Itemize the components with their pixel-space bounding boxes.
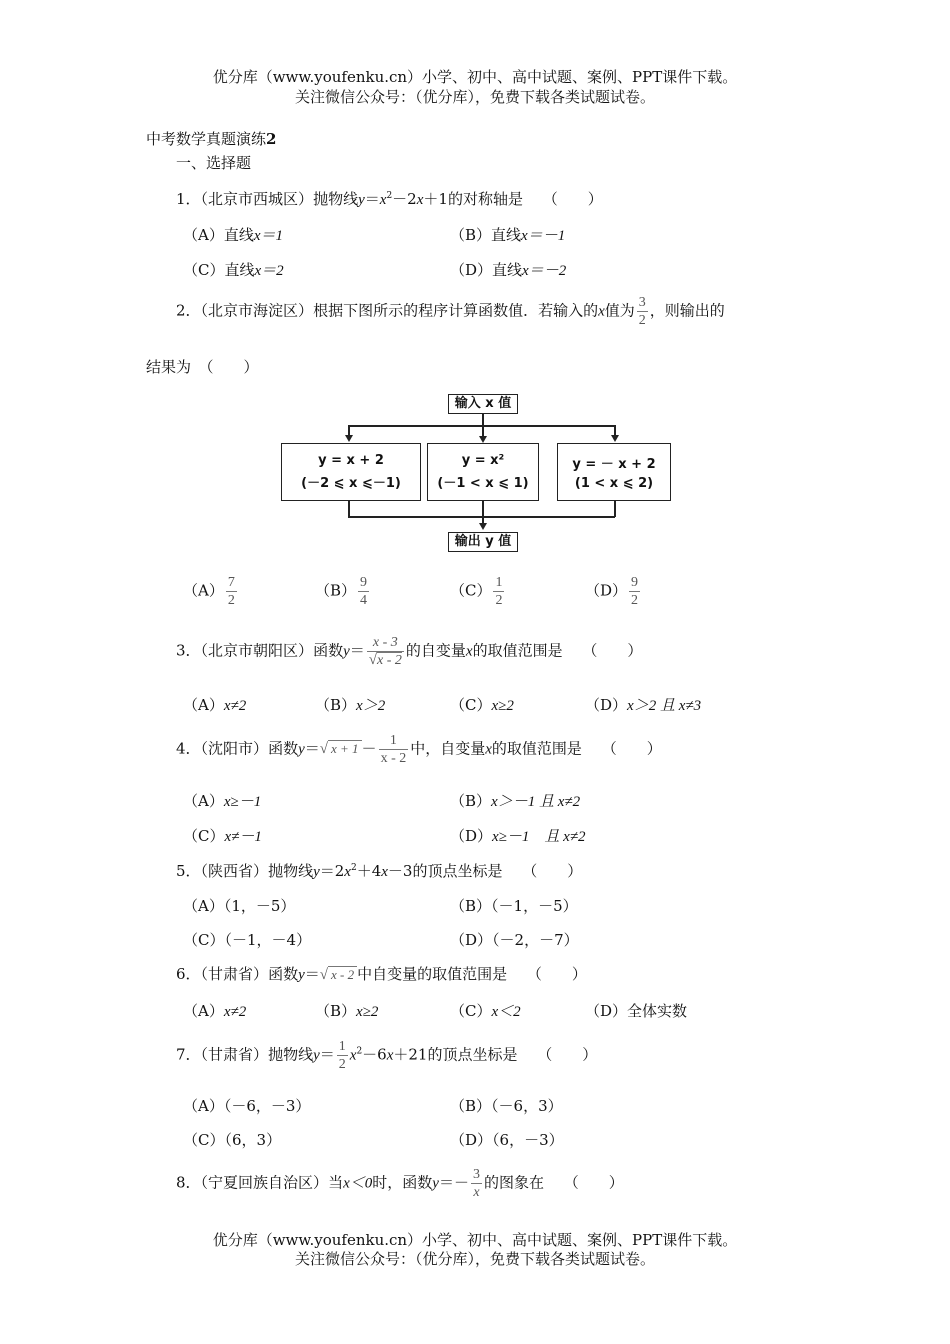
- flow-output-box: 输出 y 值: [448, 532, 518, 552]
- doc-title: [146, 128, 276, 149]
- q7-option-a: （A）（－6，－3）: [183, 1097, 311, 1115]
- q6-option-c: （C）x＜2: [450, 1002, 521, 1020]
- question-5: 5．（陕西省）抛物线$y=2x^2+4x-3$的顶点坐标是 （ ）: [176, 862, 583, 880]
- question-2-cont: 结果为 （ ）: [146, 358, 259, 376]
- q5-option-a: （A）（1，－5）: [183, 897, 296, 915]
- q4-option-a: （A）x≥－1: [183, 792, 262, 810]
- q6-option-d: （D）全体实数: [585, 1002, 688, 1020]
- section-heading: 一、选择题: [176, 154, 252, 172]
- flow-box-3: y = － x + 2 (1 < x ⩽ 2): [557, 443, 671, 501]
- header-line-2: 关注微信公众号：（优分库），免费下载各类试题试卷。: [294, 88, 655, 106]
- q3-option-b: （B）x＞2: [315, 696, 386, 714]
- question-8: 8．（宁夏回族自治区）当x＜0时，函数y＝－ $\frac{3}{x}$ 的图象在 （ ）: [176, 1167, 624, 1200]
- q6-option-b: （B）x≥2: [315, 1002, 379, 1020]
- q2-frac-3-2: $\frac{3}{2}$: [638, 295, 646, 328]
- header-line-1: 优分库（www.youfenku.cn）小学、初中、高中试题、案例、PPT课件下载。: [212, 68, 738, 86]
- q2-option-b: （B） $\frac{9}{4}$: [315, 575, 368, 608]
- q4-option-d: （D）x≥－1 且 x≠2: [450, 827, 586, 845]
- q5-option-c: （C）（－1，－4）: [183, 931, 312, 949]
- q3-option-d: （D）x＞2 且 x≠3: [585, 696, 702, 714]
- question-3: 3．（北京市朝阳区）函数y＝ $\frac{x - 3}{√x - 2}$ 的自变量x的取值范围是 （ ）: [176, 635, 643, 668]
- q4-sqrt: √ x + 1: [320, 741, 362, 758]
- q1-option-a: （A）直线x＝1: [183, 226, 284, 244]
- footer-line-1: 优分库（www.youfenku.cn）小学、初中、高中试题、案例、PPT课件下载。: [212, 1231, 738, 1249]
- q6-option-a: （A）x≠2: [183, 1002, 247, 1020]
- question-1: 1．（北京市西城区）抛物线$y=x^2-2x+1$的对称轴是 （ ）: [176, 190, 603, 208]
- q7-option-b: （B）（－6，3）: [450, 1097, 563, 1115]
- q5-option-d: （D）（－2，－7）: [450, 931, 579, 949]
- q4-option-c: （C）x≠－1: [183, 827, 262, 845]
- q7-fraction: $\frac{1}{2}$: [338, 1039, 346, 1072]
- q8-fraction: $\frac{3}{x}$: [472, 1167, 480, 1200]
- q1-option-d: （D）直线x＝－2: [450, 261, 567, 279]
- q7-option-d: （D）（6，－3）: [450, 1131, 564, 1149]
- q7-option-c: （C）（6，3）: [183, 1131, 282, 1149]
- footer-line-2: 关注微信公众号：（优分库），免费下载各类试题试卷。: [294, 1250, 655, 1268]
- doc-title-num: 2: [266, 130, 277, 148]
- question-4: 4．（沈阳市）函数y＝√ x + 1 － $\frac{1}{x - 2}$ 中，自变量x的取值范围是 （ ）: [176, 733, 662, 766]
- q5-option-b: （B）（－1，－5）: [450, 897, 578, 915]
- q3-option-c: （C）x≥2: [450, 696, 514, 714]
- question-6: 6．（甘肃省）函数y＝√ x - 2 中自变量的取值范围是 （ ）: [176, 965, 587, 983]
- q3-fraction: $\frac{x - 3}{√x - 2}$: [368, 635, 402, 668]
- q4-option-b: （B）x＞－1 且 x≠2: [450, 792, 581, 810]
- q2-option-a: （A） $\frac{7}{2}$: [183, 575, 235, 608]
- flow-input-box: 输入 x 值: [448, 394, 518, 414]
- question-2: 2．（北京市海淀区）根据下图所示的程序计算函数值．若输入的x值为 $\frac{3}{2}$ ，则输出的: [176, 295, 725, 328]
- q1-option-b: （B）直线x＝－1: [450, 226, 566, 244]
- q3-option-a: （A）x≠2: [183, 696, 247, 714]
- q2-option-d: （D） $\frac{9}{2}$: [585, 575, 639, 608]
- doc-title-text: 中考数学真题演练: [146, 130, 267, 148]
- q2-option-c: （C） $\frac{1}{2}$: [450, 575, 503, 608]
- q6-sqrt: √ x - 2: [320, 967, 357, 984]
- flow-box-2: y = x² (－1 < x ⩽ 1): [427, 443, 539, 501]
- question-7: 7．（甘肃省）抛物线y＝ $\frac{1}{2}$ $x^2-6x+21$的顶点坐标是 （ ）: [176, 1039, 598, 1072]
- q4-fraction: $\frac{1}{x - 2}$: [380, 733, 407, 766]
- q1-option-c: （C）直线x＝2: [183, 261, 284, 279]
- flow-box-1: y = x + 2 (－2 ⩽ x ⩽－1): [281, 443, 421, 501]
